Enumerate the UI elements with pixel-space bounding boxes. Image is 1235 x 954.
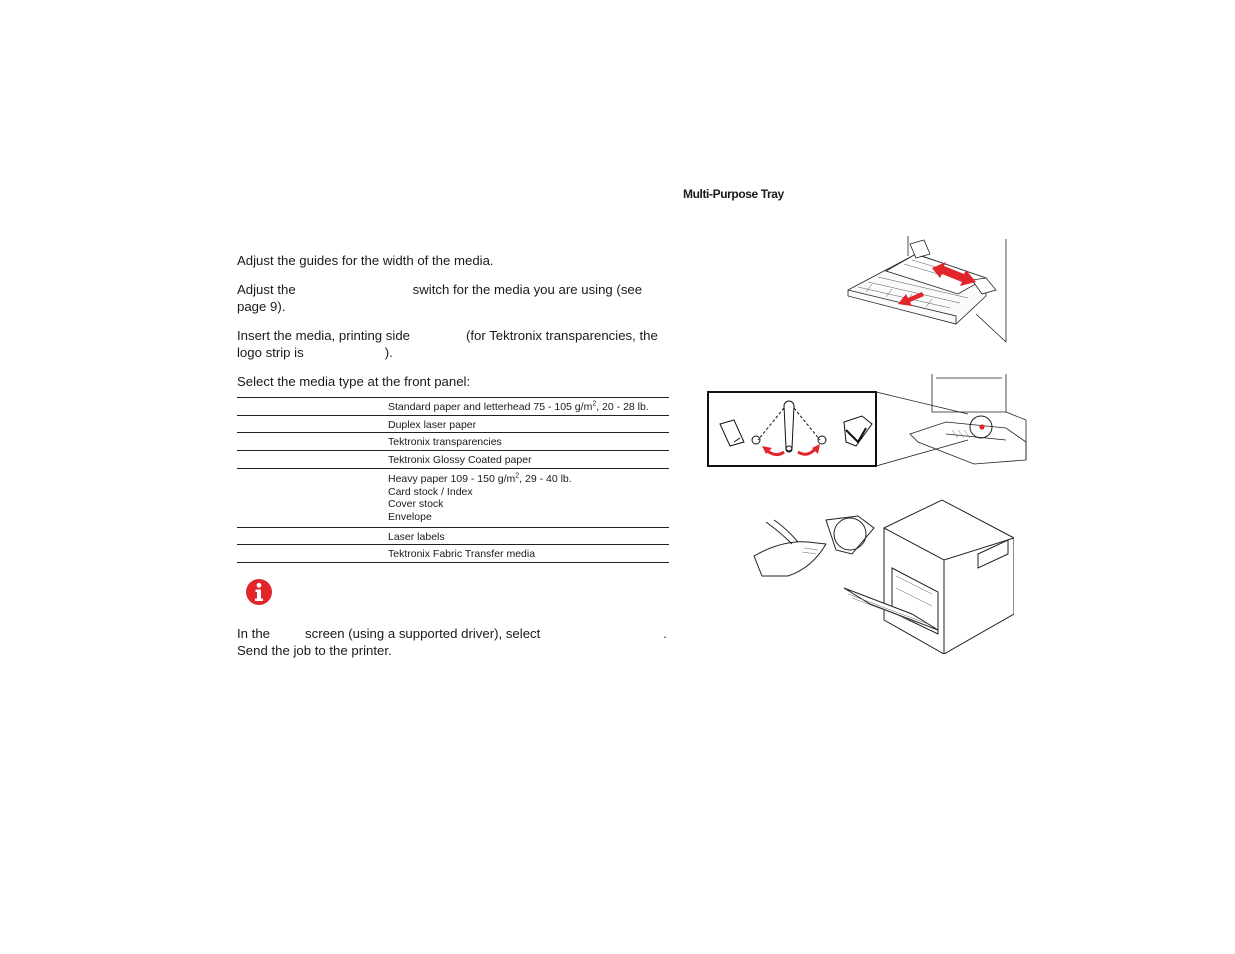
table-row [237, 545, 669, 563]
table-cell: Card stock / Index [388, 485, 473, 498]
table-cell: Duplex laser paper [388, 418, 477, 431]
table-cell: Laser labels [388, 530, 445, 543]
table-cell: , 29 - 40 lb. [519, 472, 572, 485]
step3-text-a: Insert the media, printing side [237, 328, 410, 343]
media-switch-illustration [706, 372, 1030, 468]
table-cell: Tektronix Glossy Coated paper [388, 454, 532, 467]
info-icon [245, 578, 273, 606]
media-type-table [237, 397, 669, 563]
step2-text-a: Adjust the [237, 282, 296, 297]
driver-instructions [237, 625, 667, 659]
table-cell: Heavy paper 109 - 150 g/m [388, 472, 516, 485]
table-cell: Standard paper and letterhead 75 - 105 g/m [388, 401, 593, 413]
step3-text-d: ). [384, 345, 393, 360]
table-row [237, 468, 669, 527]
footer-text-c: . [663, 626, 667, 641]
step-adjust-guides: Adjust the guides for the width of the media. [237, 253, 494, 268]
table-row [237, 451, 669, 469]
table-cell: Envelope [388, 510, 432, 523]
step-insert-media [237, 327, 658, 361]
page-title: Multi-Purpose Tray [683, 187, 784, 201]
step2-text-b: switch for the media you are using (see [412, 282, 643, 297]
table-row [237, 415, 669, 433]
table-row [237, 433, 669, 451]
footer-text-b: screen (using a supported driver), select [305, 626, 541, 641]
table-cell: Tektronix transparencies [388, 436, 502, 449]
insert-media-illustration [752, 498, 1014, 654]
table-row [237, 527, 669, 545]
step3-text-b: (for Tektronix transparencies, the [466, 328, 658, 343]
step-select-media-type: Select the media type at the front panel: [237, 374, 471, 389]
table-cell: Tektronix Fabric Transfer media [388, 548, 536, 561]
table-cell: Cover stock [388, 498, 444, 511]
tray-guides-illustration [846, 234, 1008, 344]
footer-text-a: In the [237, 626, 270, 641]
table-cell: , 20 - 28 lb. [596, 401, 649, 413]
step2-text-c: page 9). [237, 299, 286, 314]
table-row [237, 398, 669, 416]
superscript: 2 [515, 472, 520, 480]
step-adjust-switch [237, 281, 642, 315]
superscript: 2 [592, 400, 597, 408]
footer-text-d: Send the job to the printer. [237, 643, 392, 658]
step3-text-c: logo strip is [237, 345, 304, 360]
